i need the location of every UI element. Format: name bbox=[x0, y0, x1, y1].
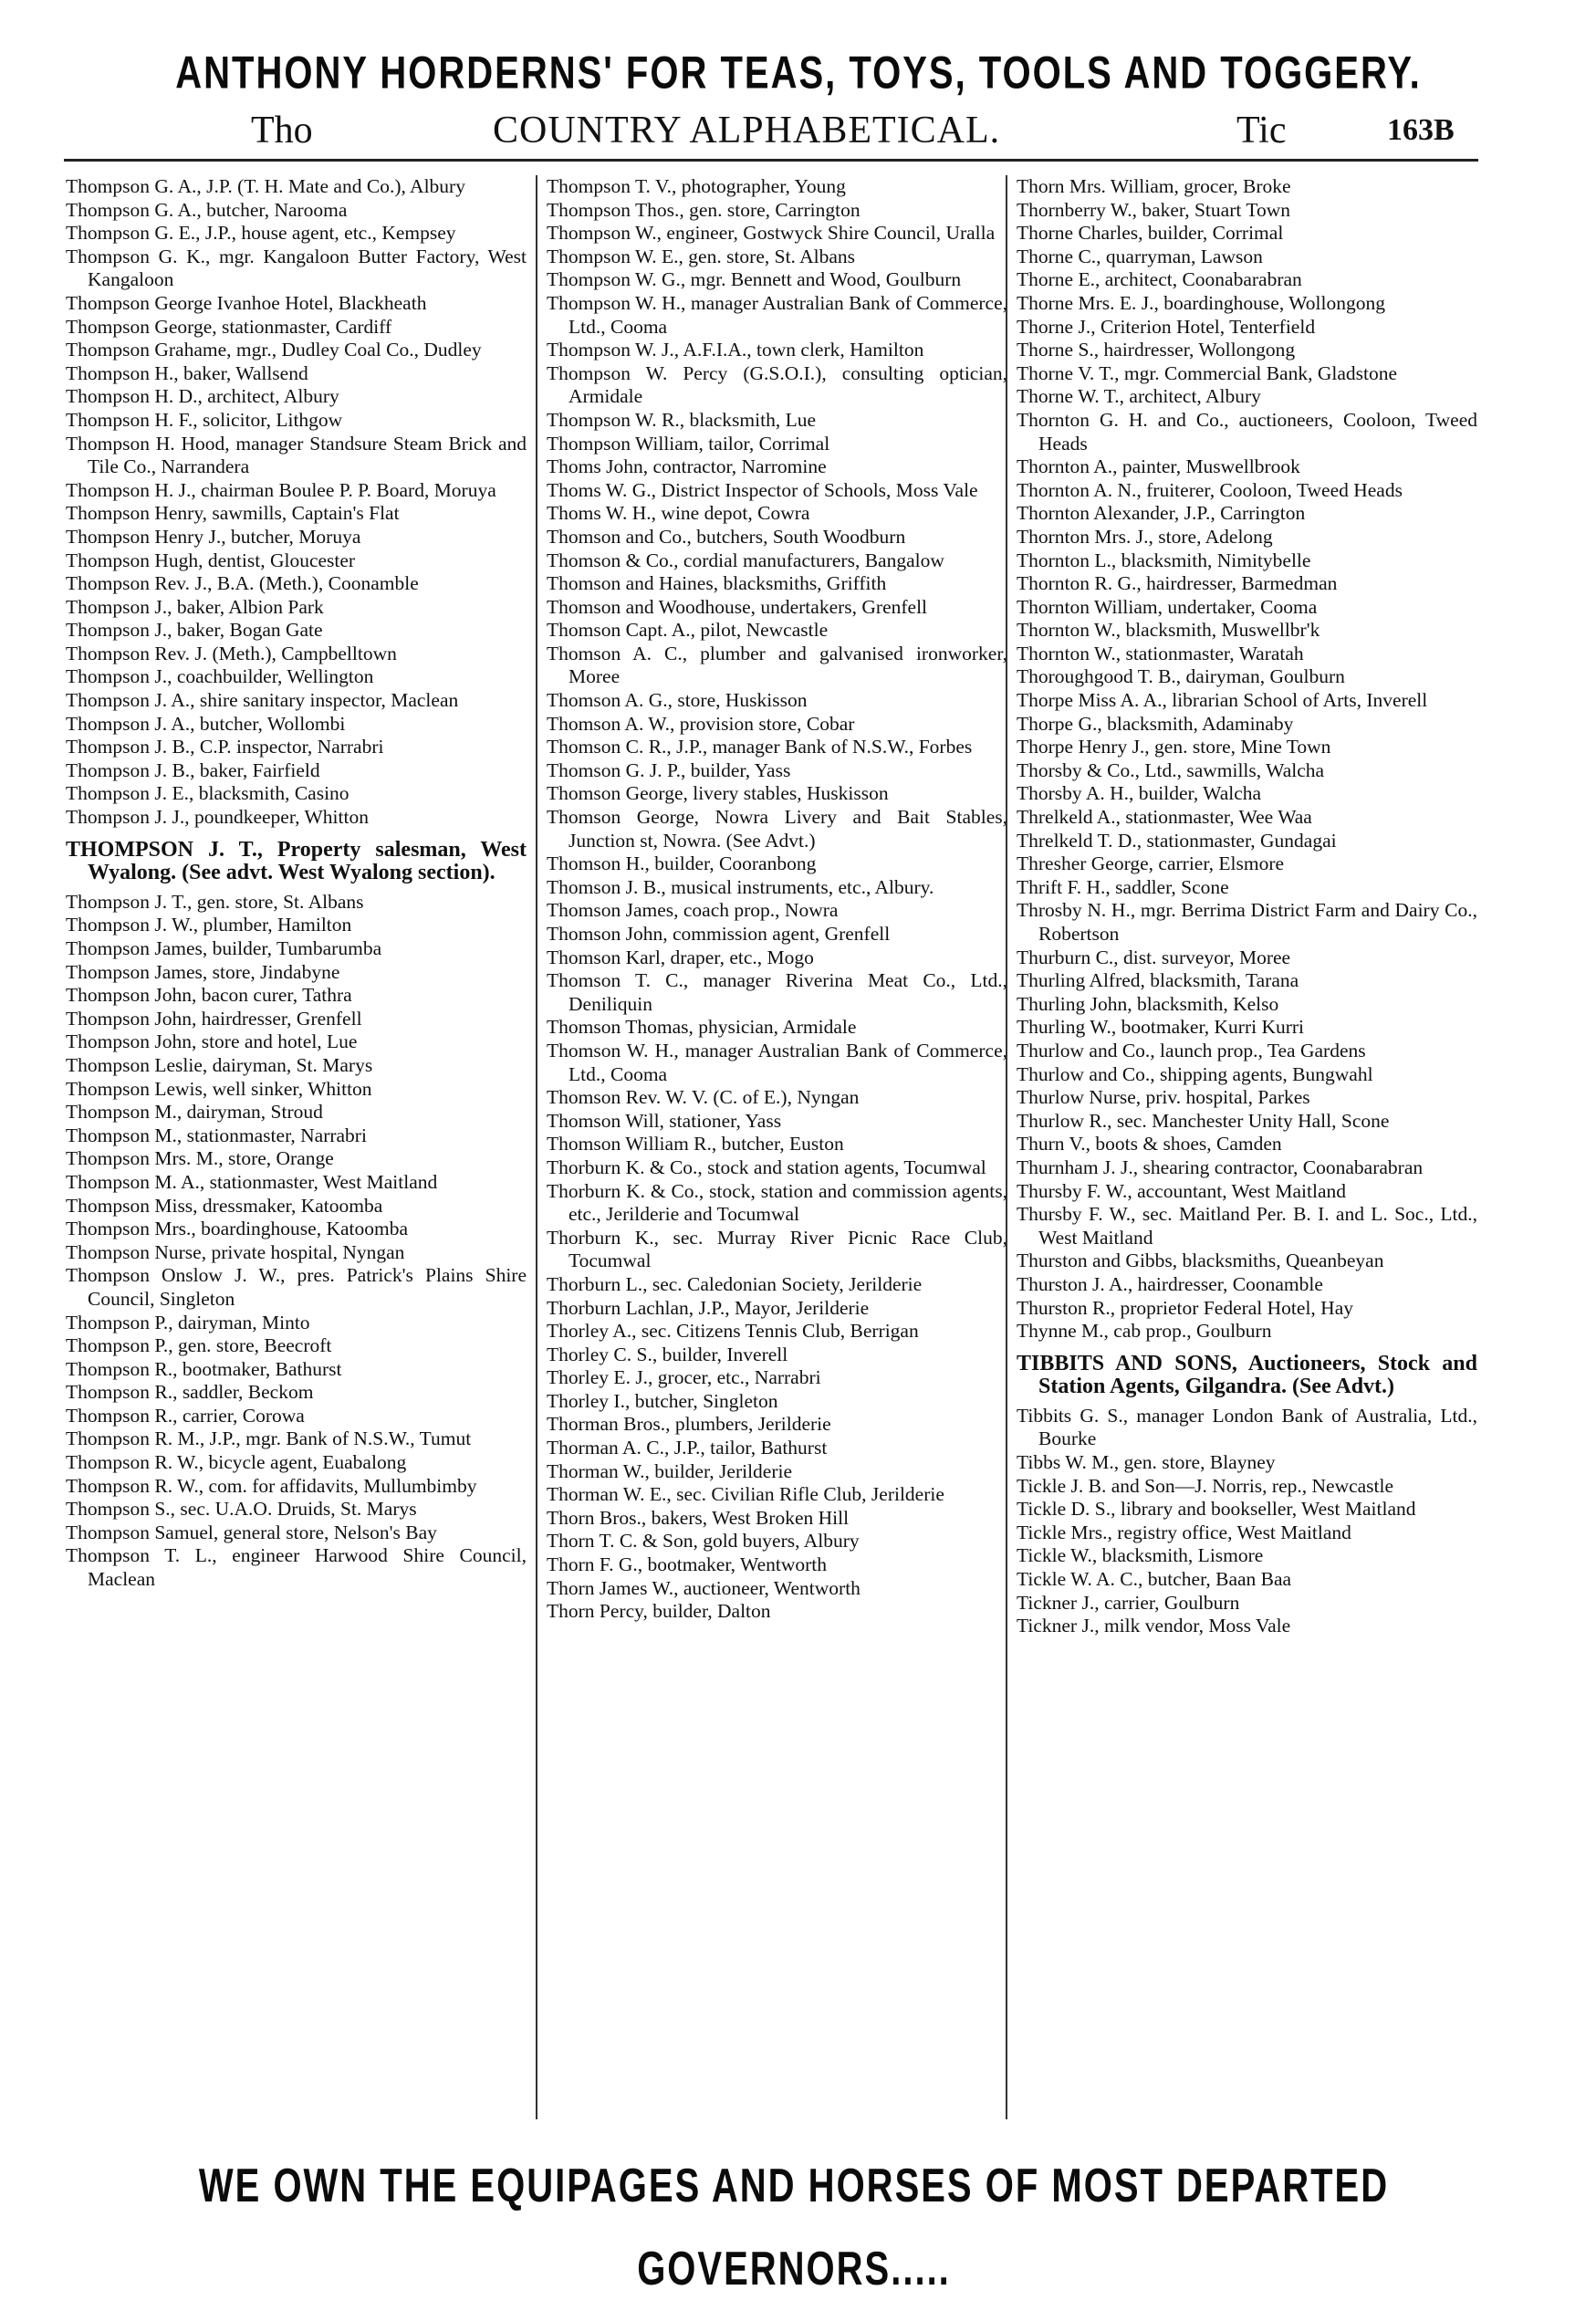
directory-entry: Tickle W., blacksmith, Lismore bbox=[1017, 1544, 1264, 1567]
directory-entry: Thorne E., architect, Coonabarabran bbox=[1017, 268, 1302, 291]
directory-entry: Thorn Bros., bakers, West Broken Hill bbox=[547, 1506, 850, 1529]
directory-entry: Thompson Mrs. M., store, Orange bbox=[66, 1147, 334, 1170]
directory-entry: Thornton A. N., fruiterer, Cooloon, Tweed Heads bbox=[1017, 478, 1403, 501]
directory-entry: Thompson M., dairyman, Stroud bbox=[66, 1101, 323, 1124]
directory-entry: Thompson W. J., A.F.I.A., town clerk, Hamilton bbox=[547, 339, 924, 361]
directory-entry: Thorn James W., auctioneer, Wentworth bbox=[547, 1576, 861, 1599]
directory-entry: Thorn T. C. & Son, gold buyers, Albury bbox=[547, 1530, 860, 1553]
directory-entry: Thurston and Gibbs, blacksmiths, Queanbeyan bbox=[1017, 1250, 1384, 1272]
directory-entry: Thomson John, commission agent, Grenfell bbox=[547, 923, 891, 945]
directory-entry: Thorburn L., sec. Caledonian Society, Jerilderie bbox=[547, 1272, 923, 1295]
directory-entry: Thomson Will, stationer, Yass bbox=[547, 1109, 782, 1132]
directory-entry: Thorley A., sec. Citizens Tennis Club, Berrigan bbox=[547, 1320, 919, 1343]
directory-entry: Thompson J. W., plumber, Hamilton bbox=[66, 914, 352, 936]
directory-entry: Thorburn K. & Co., stock and station agents, Tocumwal bbox=[547, 1156, 986, 1178]
directory-entry: Thompson Henry J., butcher, Moruya bbox=[66, 525, 361, 548]
directory-entry: Thynne M., cab prop., Goulburn bbox=[1017, 1320, 1272, 1343]
directory-entry: Thompson Samuel, general store, Nelson's Bay bbox=[66, 1521, 437, 1543]
directory-entry: Thompson W. Percy (G.S.O.I.), consulting optician, Armidale bbox=[547, 361, 1007, 408]
directory-entry: Thorman Bros., plumbers, Jerilderie bbox=[547, 1413, 831, 1436]
directory-entry: Thorn Percy, builder, Dalton bbox=[547, 1600, 771, 1623]
directory-entry: Thurston J. A., hairdresser, Coonamble bbox=[1017, 1272, 1323, 1295]
directory-columns bbox=[66, 175, 1476, 2119]
directory-entry: Thompson Hugh, dentist, Gloucester bbox=[66, 549, 356, 571]
directory-entry: Thornton Mrs. J., store, Adelong bbox=[1017, 525, 1273, 548]
directory-entry: Thompson W. R., blacksmith, Lue bbox=[547, 408, 817, 431]
directory-entry: Thomson W. H., manager Australian Bank of Commerce, Ltd., Cooma bbox=[547, 1039, 1007, 1085]
directory-entry: Thorley I., butcher, Singleton bbox=[547, 1389, 778, 1412]
directory-entry: Thompson Rev. J., B.A. (Meth.), Coonamble bbox=[66, 572, 419, 595]
directory-entry: Thompson M. A., stationmaster, West Maitland bbox=[66, 1170, 438, 1193]
directory-entry: Thurston R., proprietor Federal Hotel, Hay bbox=[1017, 1296, 1353, 1319]
directory-entry: Thursby F. W., accountant, West Maitland bbox=[1017, 1179, 1347, 1202]
directory-advert-entry: TIBBITS AND SONS, Auctioneers, Stock and Station Agents, Gilgandra. (See Advt.) bbox=[1017, 1351, 1477, 1399]
directory-entry: Thorne Charles, builder, Corrimal bbox=[1017, 222, 1284, 245]
directory-entry: Thompson S., sec. U.A.O. Druids, St. Marys bbox=[66, 1498, 417, 1521]
directory-entry: Thorman A. C., J.P., tailor, Bathurst bbox=[547, 1437, 828, 1459]
directory-entry: Thompson John, store and hotel, Lue bbox=[66, 1030, 358, 1053]
directory-entry: Thorne J., Criterion Hotel, Tenterfield bbox=[1017, 315, 1316, 338]
directory-entry: Thurlow Nurse, priv. hospital, Parkes bbox=[1017, 1086, 1310, 1109]
directory-entry: Thomson T. C., manager Riverina Meat Co., Ltd., Deniliquin bbox=[547, 969, 1007, 1015]
directory-entry: Thompson Nurse, private hospital, Nyngan bbox=[66, 1240, 405, 1263]
directory-entry: Thompson R. W., bicycle agent, Euabalong bbox=[66, 1451, 407, 1474]
directory-entry: Thomson A. G., store, Huskisson bbox=[547, 689, 808, 712]
directory-entry: Thompson G. A., J.P. (T. H. Mate and Co.), Albury bbox=[66, 175, 465, 197]
directory-entry: Thompson J., baker, Albion Park bbox=[66, 595, 324, 618]
directory-entry: Thompson James, builder, Tumbarumba bbox=[66, 937, 382, 959]
directory-entry: Thomson A. W., provision store, Cobar bbox=[547, 712, 855, 735]
directory-entry: Thomson J. B., musical instruments, etc., Albury. bbox=[547, 875, 934, 898]
directory-entry: Tibbs W. M., gen. store, Blayney bbox=[1017, 1451, 1276, 1474]
directory-entry: Thompson Henry, sawmills, Captain's Flat bbox=[66, 502, 400, 525]
directory-entry: Thomson and Woodhouse, undertakers, Grenfell bbox=[547, 595, 928, 618]
directory-entry: Thorn F. G., bootmaker, Wentworth bbox=[547, 1553, 827, 1576]
directory-entry: Thorsby A. H., builder, Walcha bbox=[1017, 782, 1262, 805]
directory-entry: Thompson W. E., gen. store, St. Albans bbox=[547, 245, 856, 267]
directory-entry: Thurn V., boots & shoes, Camden bbox=[1017, 1133, 1282, 1156]
bottom-banner: WE OWN THE EQUIPAGES AND HORSES OF MOST DEPARTED GOVERNORS..... bbox=[198, 2159, 1390, 2295]
directory-entry: Thornton Alexander, J.P., Carrington bbox=[1017, 502, 1306, 525]
page-title: COUNTRY ALPHABETICAL. bbox=[493, 110, 1001, 152]
directory-entry: Thorsby & Co., Ltd., sawmills, Walcha bbox=[1017, 758, 1325, 781]
directory-entry: Thornberry W., baker, Stuart Town bbox=[1017, 198, 1290, 221]
directory-entry: Thompson P., gen. store, Beecroft bbox=[66, 1334, 332, 1357]
directory-entry: Thurlow and Co., launch prop., Tea Gardens bbox=[1017, 1039, 1366, 1061]
directory-entry: Thurlow R., sec. Manchester Unity Hall, Scone bbox=[1017, 1109, 1390, 1132]
directory-entry: Thompson Miss, dressmaker, Katoomba bbox=[66, 1194, 383, 1217]
directory-entry: Thompson G. A., butcher, Narooma bbox=[66, 198, 348, 221]
directory-entry: Thorne W. T., architect, Albury bbox=[1017, 385, 1261, 408]
directory-entry: Thorman W., builder, Jerilderie bbox=[547, 1459, 793, 1482]
directory-entry: Tickner J., milk vendor, Moss Vale bbox=[1017, 1615, 1291, 1637]
directory-entry: Thorburn Lachlan, J.P., Mayor, Jerilderie bbox=[547, 1296, 870, 1319]
directory-entry: Thursby F. W., sec. Maitland Per. B. I. and L. Soc., Ltd., West Maitland bbox=[1017, 1203, 1477, 1249]
directory-entry: Thomson A. C., plumber and galvanised ironworker, Moree bbox=[547, 642, 1007, 688]
directory-entry: Thompson Mrs., boardinghouse, Katoomba bbox=[66, 1218, 409, 1240]
directory-entry: Thompson W. G., mgr. Bennett and Wood, Goulburn bbox=[547, 268, 962, 291]
directory-entry: Thorman W. E., sec. Civilian Rifle Club, Jerilderie bbox=[547, 1483, 944, 1506]
directory-entry: Thurlow and Co., shipping agents, Bungwahl bbox=[1017, 1062, 1373, 1085]
directory-entry: Thornton W., stationmaster, Waratah bbox=[1017, 642, 1304, 664]
directory-entry: Thompson J., coachbuilder, Wellington bbox=[66, 665, 374, 688]
directory-entry: Thompson R. M., J.P., mgr. Bank of N.S.W., Tumut bbox=[66, 1427, 472, 1450]
directory-entry: Thoms W. G., District Inspector of Schools, Moss Vale bbox=[547, 478, 978, 501]
directory-entry: Thomson G. J. P., builder, Yass bbox=[547, 758, 791, 781]
directory-entry: Thrift F. H., saddler, Scone bbox=[1017, 875, 1229, 898]
directory-entry: Thorne V. T., mgr. Commercial Bank, Gladstone bbox=[1017, 361, 1398, 384]
directory-entry: Thompson Lewis, well sinker, Whitton bbox=[66, 1077, 372, 1100]
directory-entry: Thompson J. A., butcher, Wollombi bbox=[66, 712, 346, 735]
header-left-guide-word: Tho bbox=[251, 110, 313, 152]
directory-entry: Thornton William, undertaker, Cooma bbox=[1017, 595, 1318, 618]
directory-entry: Thompson R., carrier, Corowa bbox=[66, 1404, 305, 1427]
directory-entry: Thompson H. F., solicitor, Lithgow bbox=[66, 408, 343, 431]
directory-entry: Thompson H. Hood, manager Standsure Steam Brick and Tile Co., Narrandera bbox=[66, 432, 527, 478]
directory-entry: Thomson and Haines, blacksmiths, Griffith bbox=[547, 572, 887, 595]
directory-entry: Thorne C., quarryman, Lawson bbox=[1017, 245, 1263, 267]
page-number: 163B bbox=[1387, 113, 1455, 147]
directory-entry: Thompson R., bootmaker, Bathurst bbox=[66, 1357, 342, 1380]
directory-entry: Thorpe Miss A. A., librarian School of Arts, Inverell bbox=[1017, 689, 1428, 712]
directory-entry: Thompson W., engineer, Gostwyck Shire Council, Uralla bbox=[547, 222, 996, 245]
directory-entry: Thresher George, carrier, Elsmore bbox=[1017, 852, 1285, 875]
directory-entry: Thompson Thos., gen. store, Carrington bbox=[547, 198, 861, 221]
directory-entry: Thomson & Co., cordial manufacturers, Bangalow bbox=[547, 549, 944, 571]
directory-entry: Thomson and Co., butchers, South Woodburn bbox=[547, 525, 906, 548]
directory-entry: Thornton L., blacksmith, Nimitybelle bbox=[1017, 549, 1311, 571]
directory-entry: Thorburn K. & Co., stock, station and commission agents, etc., Jerilderie and Tocumwal bbox=[547, 1179, 1007, 1226]
directory-entry: Tickle D. S., library and bookseller, West Maitland bbox=[1017, 1498, 1416, 1521]
directory-entry: Thorne Mrs. E. J., boardinghouse, Wollongong bbox=[1017, 291, 1385, 314]
directory-column-3 bbox=[1006, 175, 1477, 2119]
directory-entry: Thorpe G., blacksmith, Adaminaby bbox=[1017, 712, 1294, 735]
directory-entry: Throsby N. H., mgr. Berrima District Farm and Dairy Co., Robertson bbox=[1017, 899, 1477, 945]
directory-entry: Thurburn C., dist. surveyor, Moree bbox=[1017, 946, 1291, 968]
page-header bbox=[64, 102, 1478, 162]
directory-entry: Thomson Rev. W. V. (C. of E.), Nyngan bbox=[547, 1086, 860, 1109]
directory-entry: Thompson J., baker, Bogan Gate bbox=[66, 619, 323, 642]
directory-entry: Thomson Capt. A., pilot, Newcastle bbox=[547, 619, 829, 642]
directory-entry: Thorley C. S., builder, Inverell bbox=[547, 1343, 788, 1365]
top-banner: ANTHONY HORDERNS' FOR TEAS, TOYS, TOOLS AND TOGGERY. bbox=[175, 47, 1422, 99]
directory-entry: Thompson J. A., shire sanitary inspector, Maclean bbox=[66, 689, 459, 712]
directory-entry: Thompson Rev. J. (Meth.), Campbelltown bbox=[66, 642, 397, 664]
directory-entry: Thompson P., dairyman, Minto bbox=[66, 1311, 310, 1333]
directory-entry: Tickle W. A. C., butcher, Baan Baa bbox=[1017, 1568, 1292, 1591]
directory-entry: Thompson George, stationmaster, Cardiff bbox=[66, 315, 392, 338]
directory-entry: Thornton R. G., hairdresser, Barmedman bbox=[1017, 572, 1338, 595]
directory-entry: Thoroughgood T. B., dairyman, Goulburn bbox=[1017, 665, 1345, 688]
directory-entry: Thornton W., blacksmith, Muswellbr'k bbox=[1017, 619, 1320, 642]
directory-entry: Thornton G. H. and Co., auctioneers, Cooloon, Tweed Heads bbox=[1017, 408, 1477, 455]
directory-entry: Thorpe Henry J., gen. store, Mine Town bbox=[1017, 736, 1331, 758]
directory-entry: Tickle Mrs., registry office, West Maitland bbox=[1017, 1521, 1351, 1543]
directory-entry: Tickner J., carrier, Goulburn bbox=[1017, 1591, 1240, 1614]
directory-entry: Thorne S., hairdresser, Wollongong bbox=[1017, 339, 1296, 361]
directory-entry: Thomson H., builder, Cooranbong bbox=[547, 852, 817, 875]
directory-entry: Thompson M., stationmaster, Narrabri bbox=[66, 1124, 367, 1146]
directory-entry: Thompson J. E., blacksmith, Casino bbox=[66, 782, 349, 805]
directory-entry: Thompson G. K., mgr. Kangaloon Butter Factory, West Kangaloon bbox=[66, 245, 527, 291]
directory-entry: Thorley E. J., grocer, etc., Narrabri bbox=[547, 1366, 821, 1389]
directory-column-1 bbox=[66, 175, 527, 2119]
directory-entry: Thompson G. E., J.P., house agent, etc., Kempsey bbox=[66, 222, 456, 245]
directory-entry: Thompson R. W., com. for affidavits, Mullumbimby bbox=[66, 1474, 477, 1497]
directory-entry: Thompson J. J., poundkeeper, Whitton bbox=[66, 806, 369, 829]
directory-entry: Thompson George Ivanhoe Hotel, Blackheath bbox=[66, 291, 427, 314]
directory-entry: Thompson T. L., engineer Harwood Shire Council, Maclean bbox=[66, 1544, 527, 1591]
directory-entry: Thompson John, bacon curer, Tathra bbox=[66, 984, 352, 1007]
header-right-guide-word: Tic bbox=[1236, 110, 1287, 152]
directory-entry: Threlkeld T. D., stationmaster, Gundagai bbox=[1017, 829, 1337, 852]
directory-entry: Thompson James, store, Jindabyne bbox=[66, 960, 340, 983]
directory-entry: Thompson Leslie, dairyman, St. Marys bbox=[66, 1053, 373, 1076]
directory-column-2 bbox=[536, 175, 1007, 2119]
directory-entry: Thomson George, Nowra Livery and Bait Stables, Junction st, Nowra. (See Advt.) bbox=[547, 806, 1007, 852]
directory-entry: Thompson J. T., gen. store, St. Albans bbox=[66, 890, 364, 913]
directory-advert-entry: THOMPSON J. T., Property salesman, West Wyalong. (See advt. West Wyalong section). bbox=[66, 837, 527, 885]
directory-entry: Thompson R., saddler, Beckom bbox=[66, 1381, 314, 1404]
directory-entry: Thoms W. H., wine depot, Cowra bbox=[547, 502, 810, 525]
directory-entry: Tickle J. B. and Son—J. Norris, rep., Newcastle bbox=[1017, 1474, 1394, 1497]
directory-entry: Thompson J. B., baker, Fairfield bbox=[66, 758, 320, 781]
directory-entry: Thoms John, contractor, Narromine bbox=[547, 455, 827, 478]
directory-entry: Thompson W. H., manager Australian Bank of Commerce, Ltd., Cooma bbox=[547, 291, 1007, 338]
directory-entry: Thomson William R., butcher, Euston bbox=[547, 1133, 844, 1156]
directory-entry: Thomson Karl, draper, etc., Mogo bbox=[547, 946, 814, 968]
directory-entry: Thompson H., baker, Wallsend bbox=[66, 361, 308, 384]
directory-entry: Thurnham J. J., shearing contractor, Coonabarabran bbox=[1017, 1156, 1424, 1178]
directory-entry: Thornton A., painter, Muswellbrook bbox=[1017, 455, 1300, 478]
directory-entry: Thomson Thomas, physician, Armidale bbox=[547, 1016, 857, 1039]
directory-entry: Thompson Onslow J. W., pres. Patrick's Plains Shire Council, Singleton bbox=[66, 1264, 527, 1310]
directory-entry: Threlkeld A., stationmaster, Wee Waa bbox=[1017, 806, 1312, 829]
directory-entry: Thomson George, livery stables, Huskisson bbox=[547, 782, 889, 805]
directory-entry: Thompson Grahame, mgr., Dudley Coal Co., Dudley bbox=[66, 339, 482, 361]
directory-entry: Thompson H. J., chairman Boulee P. P. Board, Moruya bbox=[66, 478, 496, 501]
directory-entry: Thompson H. D., architect, Albury bbox=[66, 385, 339, 408]
directory-entry: Thurling Alfred, blacksmith, Tarana bbox=[1017, 969, 1299, 992]
directory-entry: Thorburn K., sec. Murray River Picnic Race Club, Tocumwal bbox=[547, 1226, 1007, 1272]
directory-entry: Thompson John, hairdresser, Grenfell bbox=[66, 1007, 362, 1030]
directory-entry: Thompson T. V., photographer, Young bbox=[547, 175, 846, 197]
directory-entry: Thompson William, tailor, Corrimal bbox=[547, 432, 830, 455]
directory-entry: Thomson James, coach prop., Nowra bbox=[547, 899, 839, 922]
directory-entry: Thomson C. R., J.P., manager Bank of N.S.W., Forbes bbox=[547, 736, 973, 758]
directory-entry: Thurling W., bootmaker, Kurri Kurri bbox=[1017, 1016, 1305, 1039]
directory-entry: Thorn Mrs. William, grocer, Broke bbox=[1017, 175, 1291, 197]
directory-entry: Thurling John, blacksmith, Kelso bbox=[1017, 992, 1279, 1015]
directory-entry: Tibbits G. S., manager London Bank of Australia, Ltd., Bourke bbox=[1017, 1404, 1477, 1450]
directory-entry: Thompson J. B., C.P. inspector, Narrabri bbox=[66, 736, 384, 758]
